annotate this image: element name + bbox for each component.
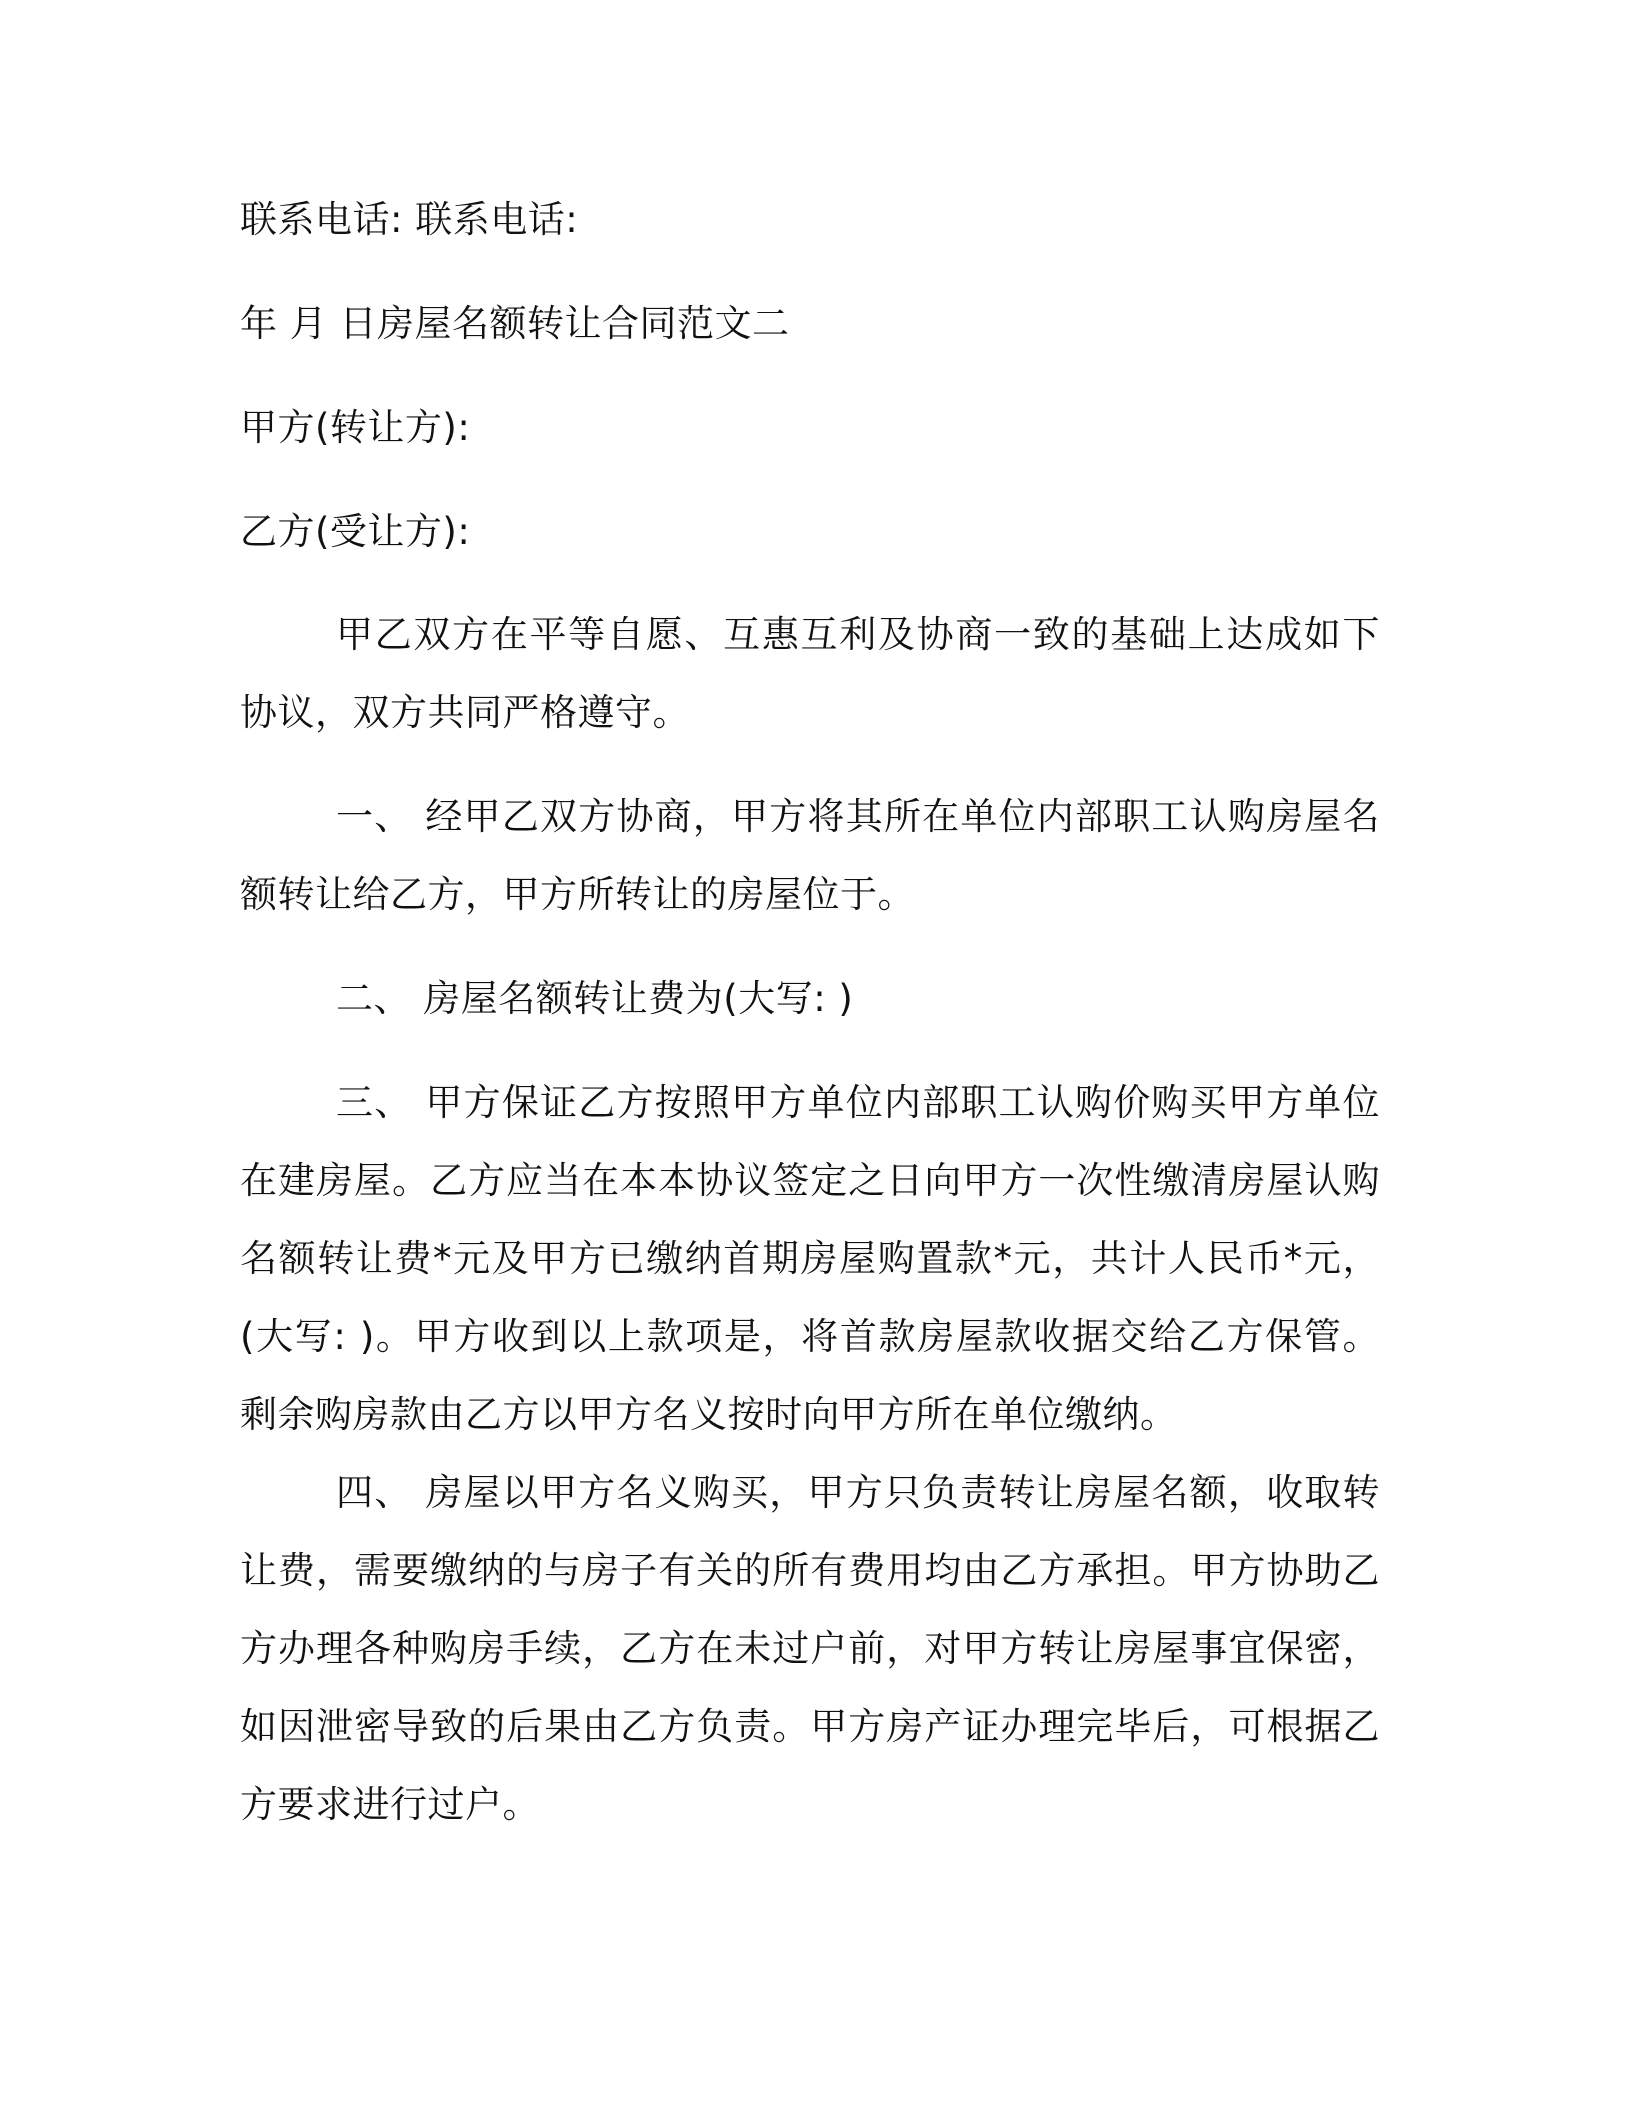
clause-3-paragraph: 三、 甲方保证乙方按照甲方单位内部职工认购价购买甲方单位在建房屋。乙方应当在本本协议签定之日向甲方一次性缴清房屋认购名额转让费*元及甲方已缴纳首期房屋购置款*元，共计人民币*元，(大写: )。甲方收到以上款项是，将首款房屋款收据交给乙方保管。剩余购房款由乙方以甲方名义按时向甲方所在单位缴纳。 xyxy=(240,1081,1380,1436)
party-b-line: 乙方(受让方): xyxy=(240,510,471,553)
party-a-line: 甲方(转让方): xyxy=(240,406,471,449)
clause-1-paragraph: 一、 经甲乙双方协商，甲方将其所在单位内部职工认购房屋名额转让给乙方，甲方所转让的房屋位于。 xyxy=(240,795,1380,916)
contact-phone-line: 联系电话: 联系电话: xyxy=(240,198,579,241)
intro-paragraph: 甲乙双方在平等自愿、互惠互利及协商一致的基础上达成如下协议，双方共同严格遵守。 xyxy=(240,613,1380,734)
date-and-title-line: 年 月 日房屋名额转让合同范文二 xyxy=(240,302,790,345)
clause-4-paragraph: 四、 房屋以甲方名义购买，甲方只负责转让房屋名额，收取转让费，需要缴纳的与房子有关的所有费用均由乙方承担。甲方协助乙方办理各种购房手续，乙方在未过户前，对甲方转让房屋事宜保密，如因泄密导致的后果由乙方负责。甲方房产证办理完毕后，可根据乙方要求进行过户。 xyxy=(240,1471,1380,1826)
clause-2-paragraph: 二、 房屋名额转让费为(大写: ) xyxy=(336,977,854,1020)
